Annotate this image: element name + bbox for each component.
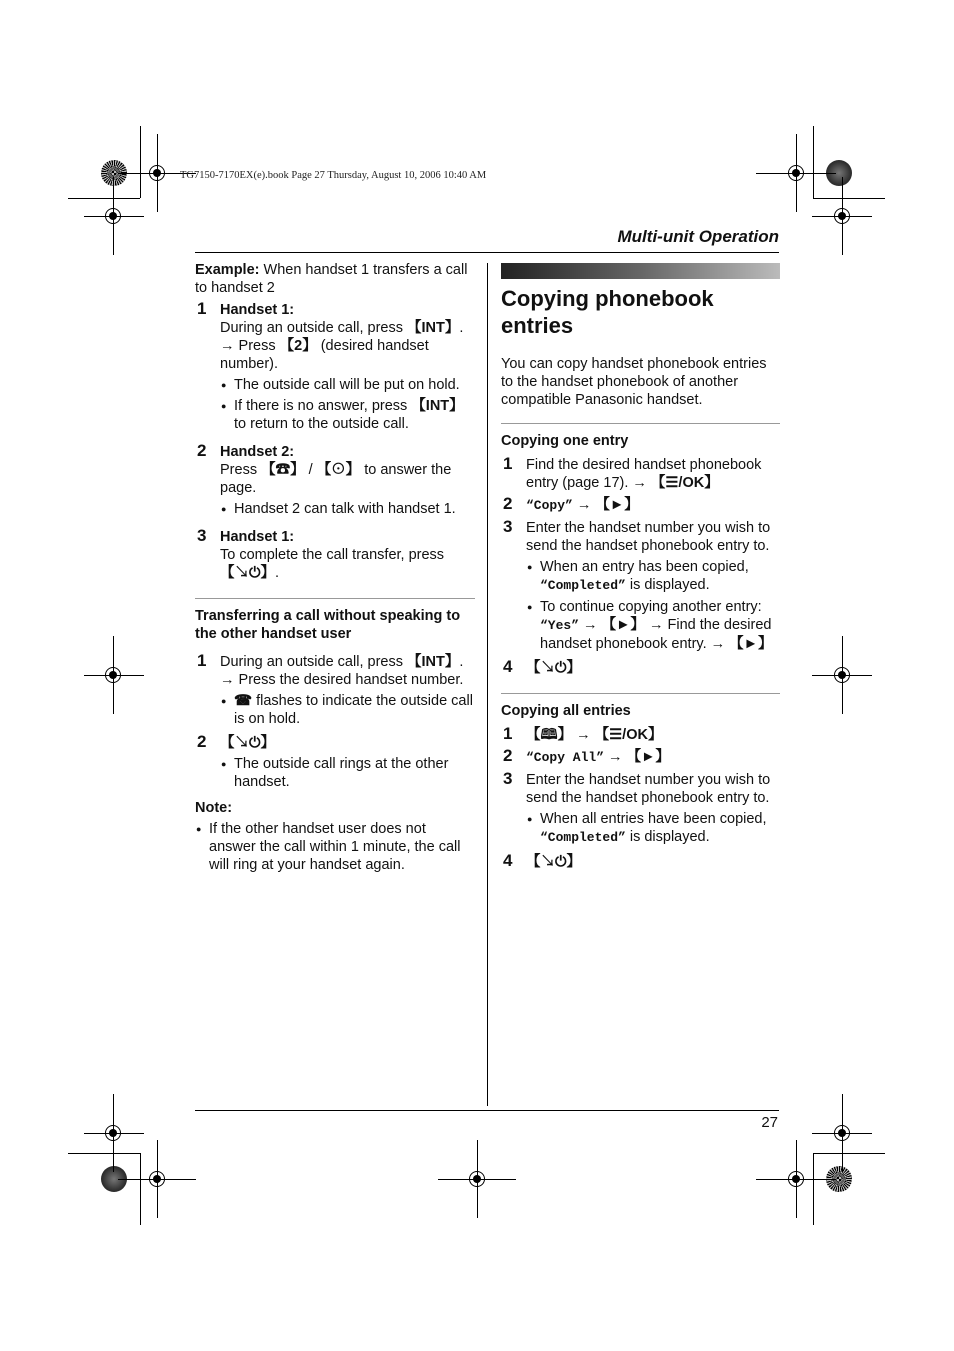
phone-hold-icon: ☎ [234, 693, 253, 709]
step-text: To complete the call transfer, press 【↘⏻】. [220, 547, 445, 581]
copy-all-step-1: 1 【🕮】 → 【☰/OK】 [503, 724, 663, 743]
section-divider [501, 423, 780, 424]
transfer-step-1 [195, 653, 475, 728]
copy-one-step-3: 3 Enter the handset number you wish to send the handset phonebook entry to. ● When an entry has been copied, “Completed” is displayed. ● To continue copying another entry: “Yes” → 【►】 → Find the desired handset phonebook entry. → 【►】 [501, 519, 780, 653]
speaker-key-icon: 【⊙】 [316, 462, 361, 478]
off-power-key-icon: 【↘⏻】 [220, 735, 275, 751]
bullet-item: ● ☎ flashes to indicate the outside call is on hold. [220, 692, 475, 728]
step-number: 4 [503, 657, 513, 676]
copy-all-step-2: 2 “Copy All” → 【►】 [503, 746, 670, 765]
talk-key-icon: 【☎】 [261, 462, 305, 478]
step-number: 4 [503, 851, 513, 870]
off-power-key-icon: 【↘⏻】 [220, 565, 275, 581]
step-title: Handset 2: [220, 444, 295, 460]
step-number: 3 [503, 517, 513, 536]
bullet-item: ● When an entry has been copied, “Completed” is displayed. [526, 558, 780, 595]
copy-all-step-3: 3 Enter the handset number you wish to send the handset phonebook entry to. ● When all entries have been copied, “Completed” is displayed. [501, 771, 780, 847]
step-number: 2 [503, 746, 513, 765]
step-3 [195, 528, 475, 582]
right-arrow-key-icon: 【►】 [626, 749, 670, 765]
footer-rule [195, 1110, 779, 1111]
display-text: “Completed” [540, 578, 626, 593]
copy-one-heading: Copying one entry [501, 433, 629, 449]
print-header: TG7150-7170EX(e).book Page 27 Thursday, August 10, 2006 10:40 AM [180, 170, 487, 181]
step-text: During an outside call, press 【INT】. → Press the desired handset number. [220, 654, 464, 688]
step-2 [195, 443, 475, 518]
off-power-key-icon: 【↘⏻】 [526, 854, 581, 870]
int-key: 【INT】 [407, 654, 460, 670]
int-key: 【INT】 [411, 398, 464, 414]
section-header: Multi-unit Operation [617, 227, 779, 246]
column-divider [487, 263, 488, 1106]
step-number: 1 [503, 454, 513, 473]
transfer-step-2 [195, 734, 475, 791]
copy-one-step-4 [501, 659, 780, 677]
transfer-heading: Transferring a call without speaking to the other handset user [195, 608, 461, 642]
left-column [195, 261, 475, 874]
page-number: 27 [761, 1114, 778, 1131]
step-number: 2 [197, 441, 207, 460]
example-paragraph [195, 261, 475, 297]
step-number: 1 [197, 651, 207, 670]
note-label: Note: [195, 800, 233, 816]
step-number: 3 [503, 769, 513, 788]
display-text: “Yes” [540, 618, 580, 633]
step-text: During an outside call, press 【INT】. → Press 【2】 (desired handset number). [220, 320, 464, 372]
intro-text: You can copy handset phonebook entries to the handset phonebook of another compatible Panasonic handset. [501, 356, 767, 408]
bullet-item: ● The outside call rings at the other handset. [220, 755, 475, 791]
bullet-item: ● To continue copying another entry: “Yes” → 【►】 → Find the desired handset phonebook entry. → 【►】 [526, 598, 780, 653]
section-divider [501, 693, 780, 694]
step-number: 1 [503, 724, 513, 743]
page-title: Copying phonebook entries [501, 286, 714, 338]
step-number: 3 [197, 526, 207, 545]
step-number: 2 [503, 494, 513, 513]
int-key: 【INT】 [407, 320, 460, 336]
bullet-item: ● The outside call will be put on hold. [220, 376, 475, 394]
key-2: 【2】 [279, 338, 317, 354]
section-divider [195, 598, 475, 599]
copy-all-step-4 [501, 853, 780, 871]
off-power-key-icon: 【↘⏻】 [526, 660, 581, 676]
copy-one-step-2: 2 “Copy” → 【►】 [503, 494, 639, 513]
right-arrow-key-icon: 【►】 [595, 497, 639, 513]
right-arrow-key-icon: 【►】 [729, 636, 773, 652]
step-text: Press 【☎】 / 【⊙】 to answer the page. [220, 462, 452, 496]
display-text: “Completed” [540, 830, 626, 845]
step-number: 2 [197, 732, 207, 751]
bullet-item: ● When all entries have been copied, “Completed” is displayed. [526, 810, 780, 847]
step-title: Handset 1: [220, 302, 295, 318]
menu-ok-key-icon: 【☰/OK】 [650, 475, 719, 491]
title-gradient-bar [501, 263, 780, 279]
display-text: “Copy” [526, 498, 573, 513]
phonebook-key-icon: 【🕮】 [526, 727, 573, 743]
right-arrow-key-icon: 【►】 [601, 617, 645, 633]
menu-ok-key-icon: 【☰/OK】 [594, 727, 663, 743]
example-text: When handset 1 transfers a call to handset 2 [195, 262, 468, 296]
example-label: Example: [195, 262, 260, 278]
step-number: 1 [197, 299, 207, 318]
step-title: Handset 1: [220, 529, 295, 545]
copy-all-heading: Copying all entries [501, 703, 631, 719]
header-rule [195, 252, 779, 253]
note-text: ● If the other handset user does not answer the call within 1 minute, the call will ring at your handset again. [195, 820, 475, 874]
right-column [501, 263, 780, 871]
display-text: “Copy All” [526, 750, 605, 765]
step-1 [195, 301, 475, 433]
copy-one-step-1: 1 Find the desired handset phonebook entry (page 17). → 【☰/OK】 [503, 454, 762, 491]
bullet-item: ● Handset 2 can talk with handset 1. [220, 500, 475, 518]
bullet-item: ● If there is no answer, press 【INT】 to return to the outside call. [220, 397, 475, 433]
